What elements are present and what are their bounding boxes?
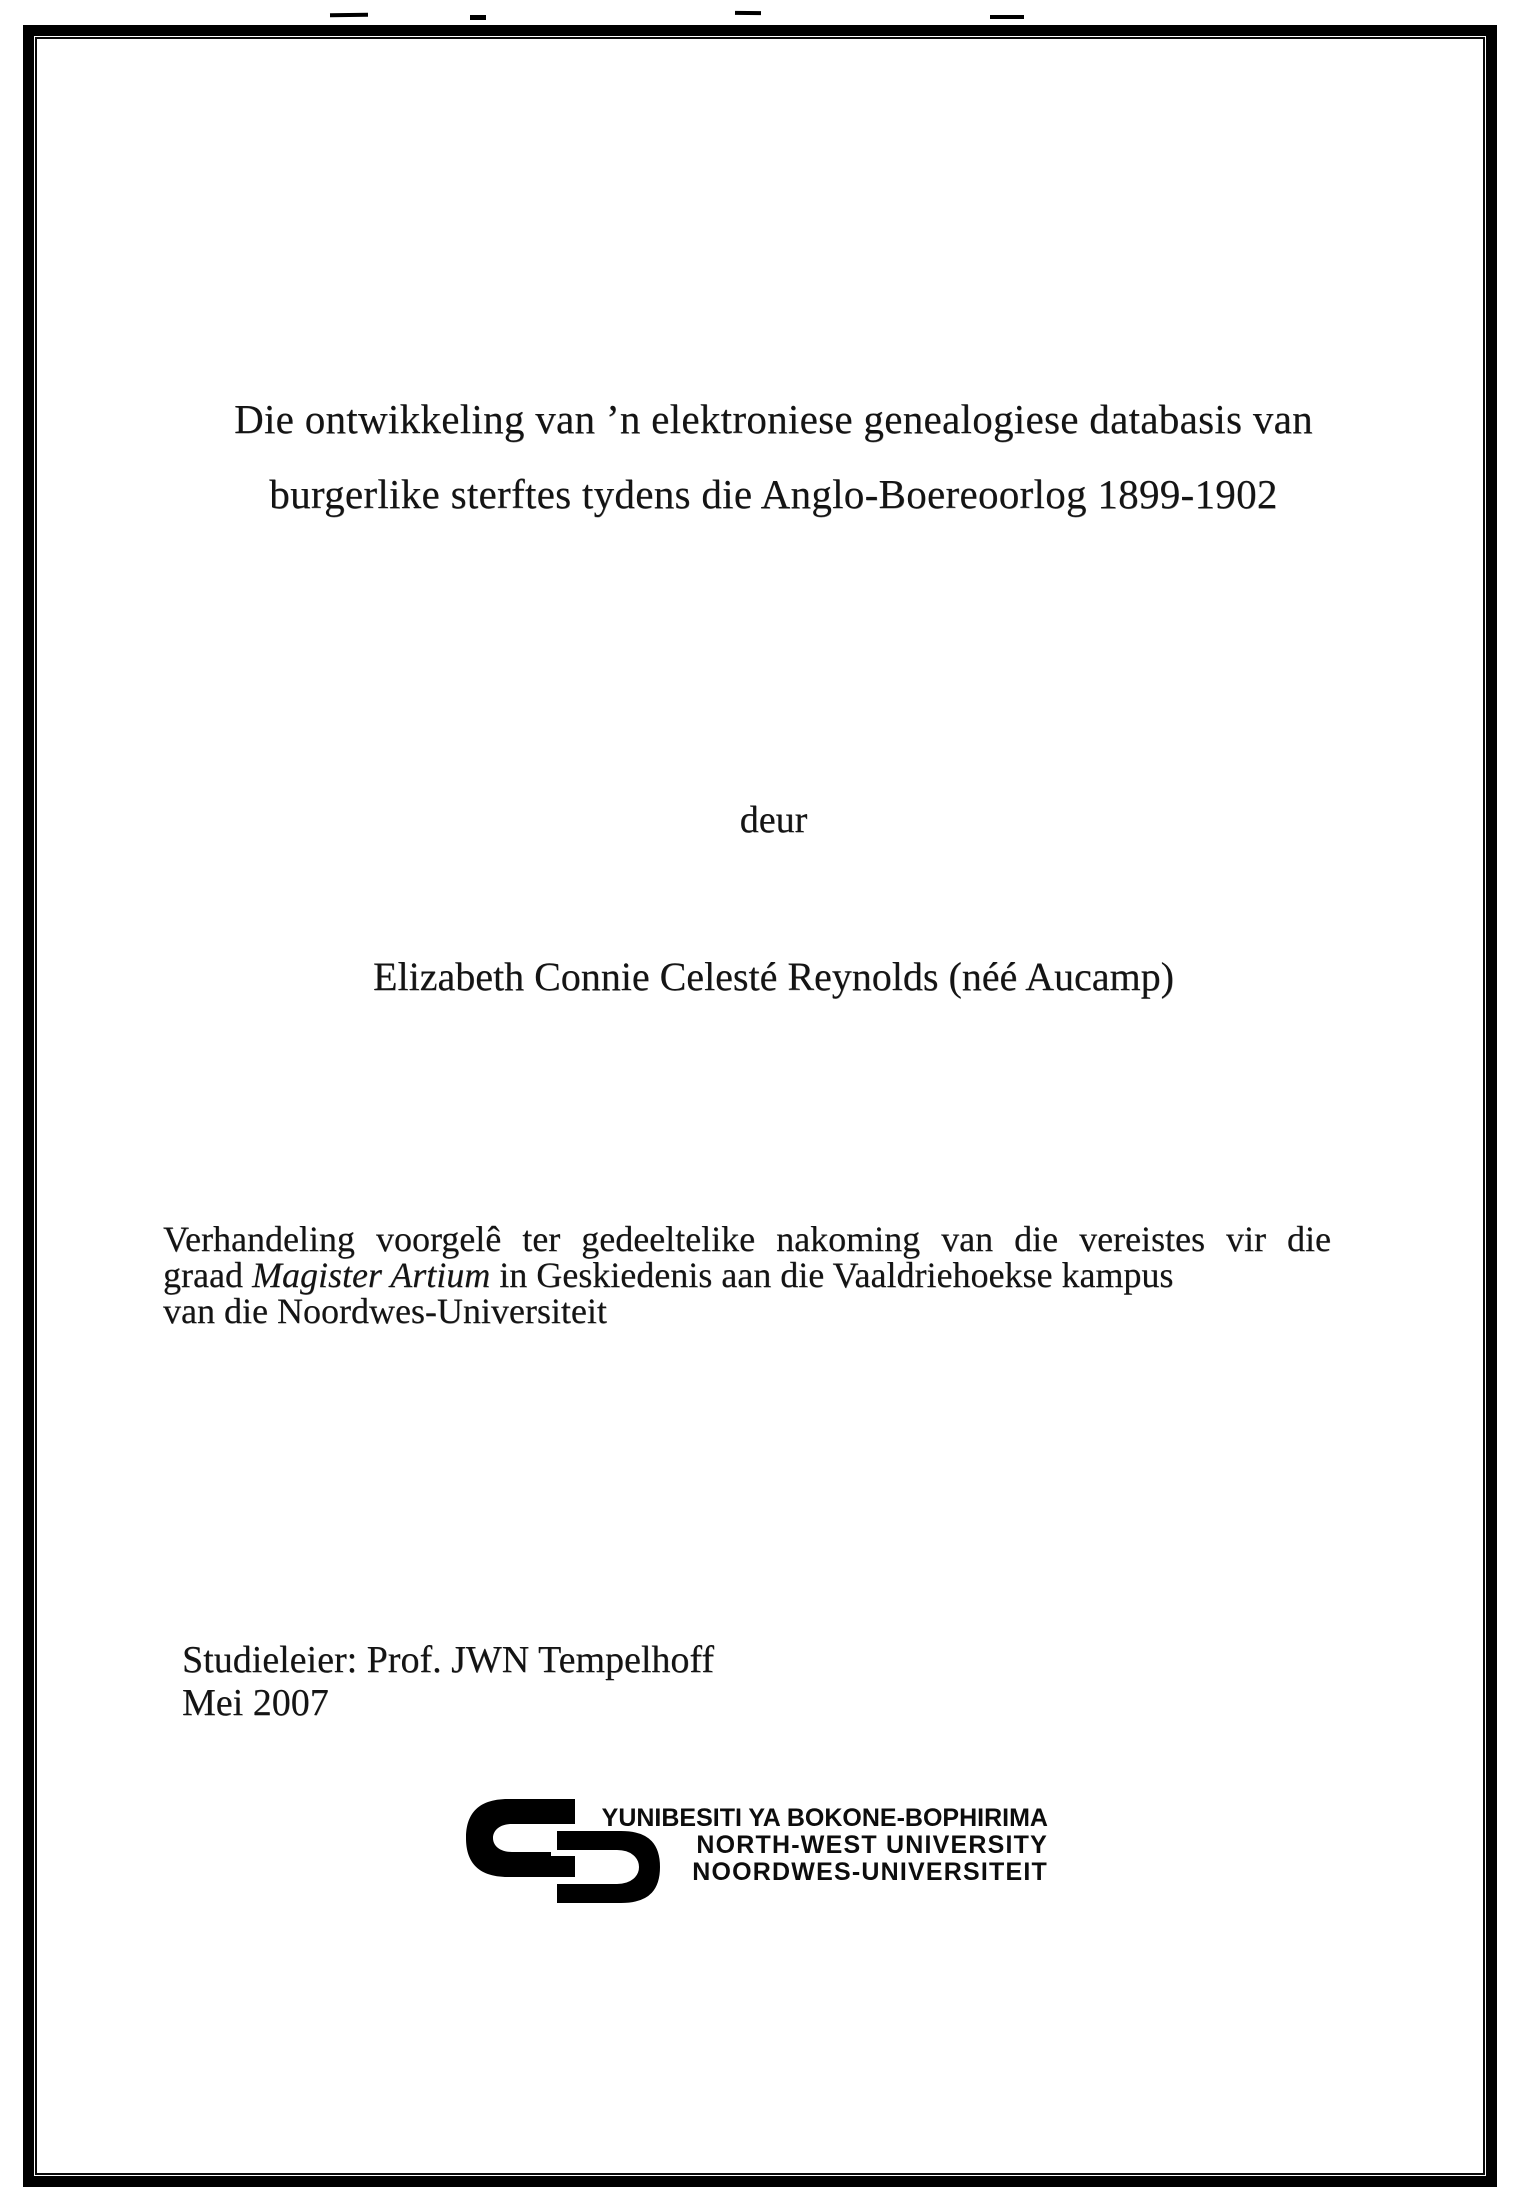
university-name-english: NORTH-WEST UNIVERSITY [696, 1831, 1048, 1859]
date-line: Mei 2007 [182, 1682, 329, 1724]
university-name-afrikaans: NOORDWES-UNIVERSITEIT [692, 1858, 1048, 1886]
author-name: Elizabeth Connie Celesté Reynolds (néé Aucamp) [373, 954, 1174, 999]
scan-artifact [990, 15, 1024, 19]
university-wordmark [588, 1805, 1048, 1886]
submission-line-2 [163, 1257, 1331, 1293]
submission-line-1: Verhandeling voorgelê ter gedeeltelike nakoming van die vereistes vir die [163, 1219, 1331, 1259]
thesis-title-line-2: burgerlike sterftes tydens die Anglo-Boereoorlog 1899-1902 [269, 471, 1278, 517]
submission-line-3: van die Noordwes-Universiteit [163, 1291, 607, 1331]
supervisor-and-date [182, 1639, 714, 1725]
university-logo [466, 1799, 1106, 1929]
thesis-title-line-1: Die ontwikkeling van ’n elektroniese genealogiese databasis van [234, 396, 1313, 442]
degree-name-italic: Magister Artium [251, 1255, 491, 1295]
byline-label: deur [739, 799, 808, 841]
university-name-setswana: YUNIBESITI YA BOKONE-BOPHIRIMA [601, 1804, 1048, 1832]
thesis-title [120, 382, 1427, 532]
supervisor-line: Studieleier: Prof. JWN Tempelhoff [182, 1639, 715, 1681]
submission-line-2-post: in Geskiedenis aan die Vaaldriehoekse kampus [490, 1255, 1174, 1295]
scan-artifact [470, 15, 486, 20]
submission-statement [163, 1221, 1331, 1329]
scan-artifact [735, 11, 761, 15]
submission-line-2-pre: graad [163, 1255, 252, 1295]
scan-artifact [330, 13, 368, 17]
